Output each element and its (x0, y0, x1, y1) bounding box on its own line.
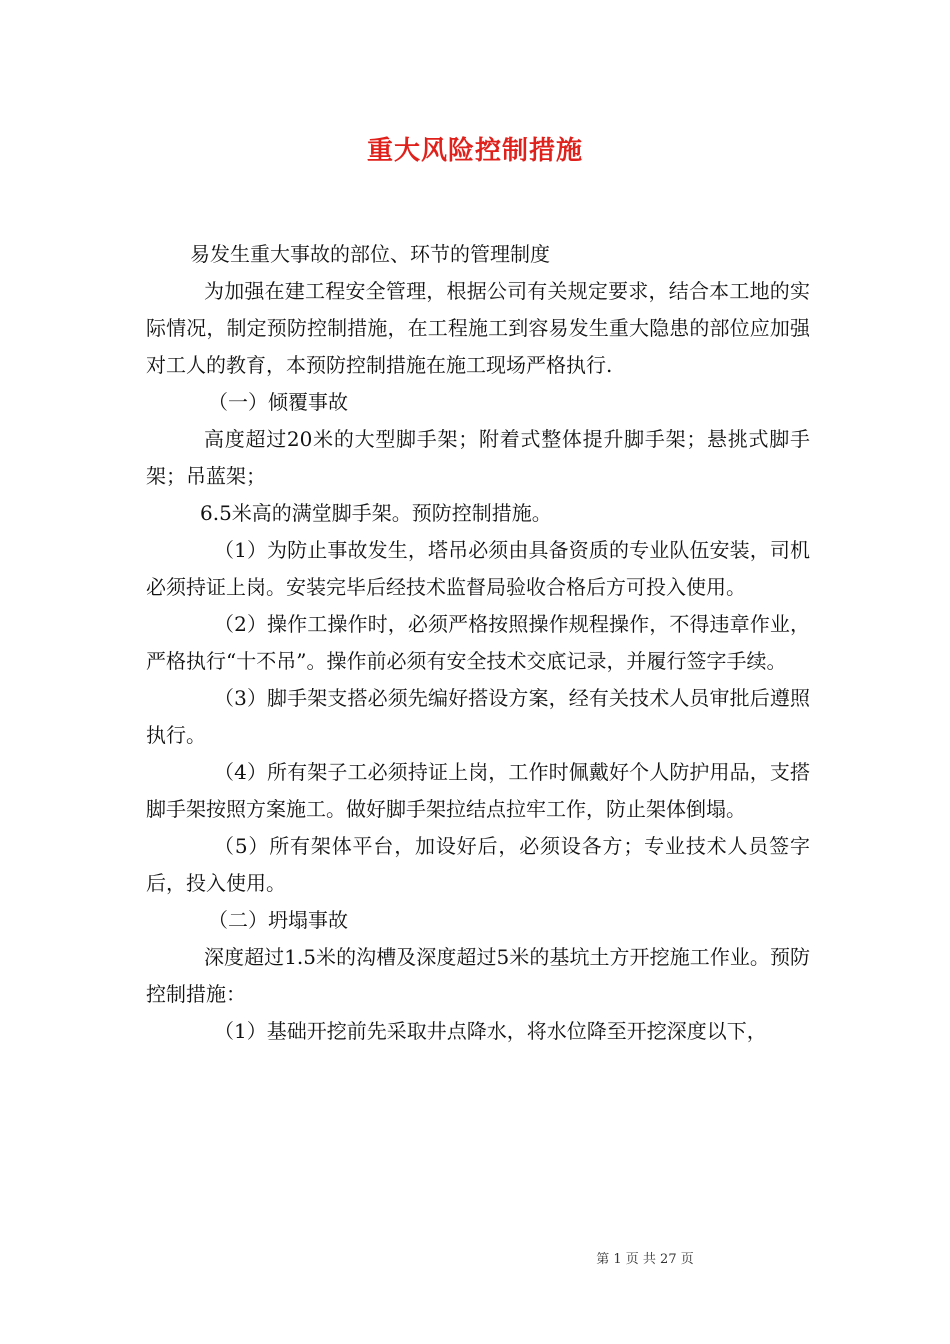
page-number: 第 1 页 共 27 页 (596, 1252, 694, 1267)
paragraph-heading: 易发生重大事故的部位、环节的管理制度 (190, 242, 550, 266)
list-item: （1）为防止事故发生，塔吊必须由具备资质的专业队伍安装，司机必须持证上岗。安装完毕后经技术监督局验收合格后方可投入使用。 (146, 538, 810, 599)
list-item: （1）基础开挖前先采取井点降水，将水位降至开挖深度以下， (214, 1019, 767, 1043)
list-item: （3）脚手架支搭必须先编好搭设方案，经有关技术人员审批后遵照执行。 (146, 686, 810, 747)
paragraph-full-scaffold: 6.5米高的满堂脚手架。预防控制措施。 (200, 501, 552, 525)
list-item: （2）操作工操作时，必须严格按照操作规程操作，不得违章作业，严格执行“十不吊”。操作前必须有安全技术交底记录，并履行签字手续。 (146, 612, 810, 673)
section-heading-collapse: （二）坍塌事故 (208, 908, 348, 932)
paragraph-scaffold-types: 高度超过20米的大型脚手架；附着式整体提升脚手架；悬挑式脚手架；吊蓝架； (146, 427, 810, 488)
document-title: 重大风险控制措施 (366, 136, 583, 166)
document-body (146, 236, 810, 1050)
paragraph-excavation: 深度超过1.5米的沟槽及深度超过5米的基坑土方开挖施工作业。预防控制措施： (146, 945, 810, 1006)
paragraph-intro: 为加强在建工程安全管理，根据公司有关规定要求，结合本工地的实际情况，制定预防控制措施，在工程施工到容易发生重大隐患的部位应加强对工人的教育，本预防控制措施在施工现场严格执行. (146, 279, 810, 377)
section-heading-overturn: （一）倾覆事故 (208, 390, 348, 414)
list-item: （5）所有架体平台，加设好后，必须设各方；专业技术人员签字后，投入使用。 (146, 834, 810, 895)
list-item: （4）所有架子工必须持证上岗，工作时佩戴好个人防护用品，支搭脚手架按照方案施工。做好脚手架拉结点拉牢工作，防止架体倒塌。 (146, 760, 810, 821)
